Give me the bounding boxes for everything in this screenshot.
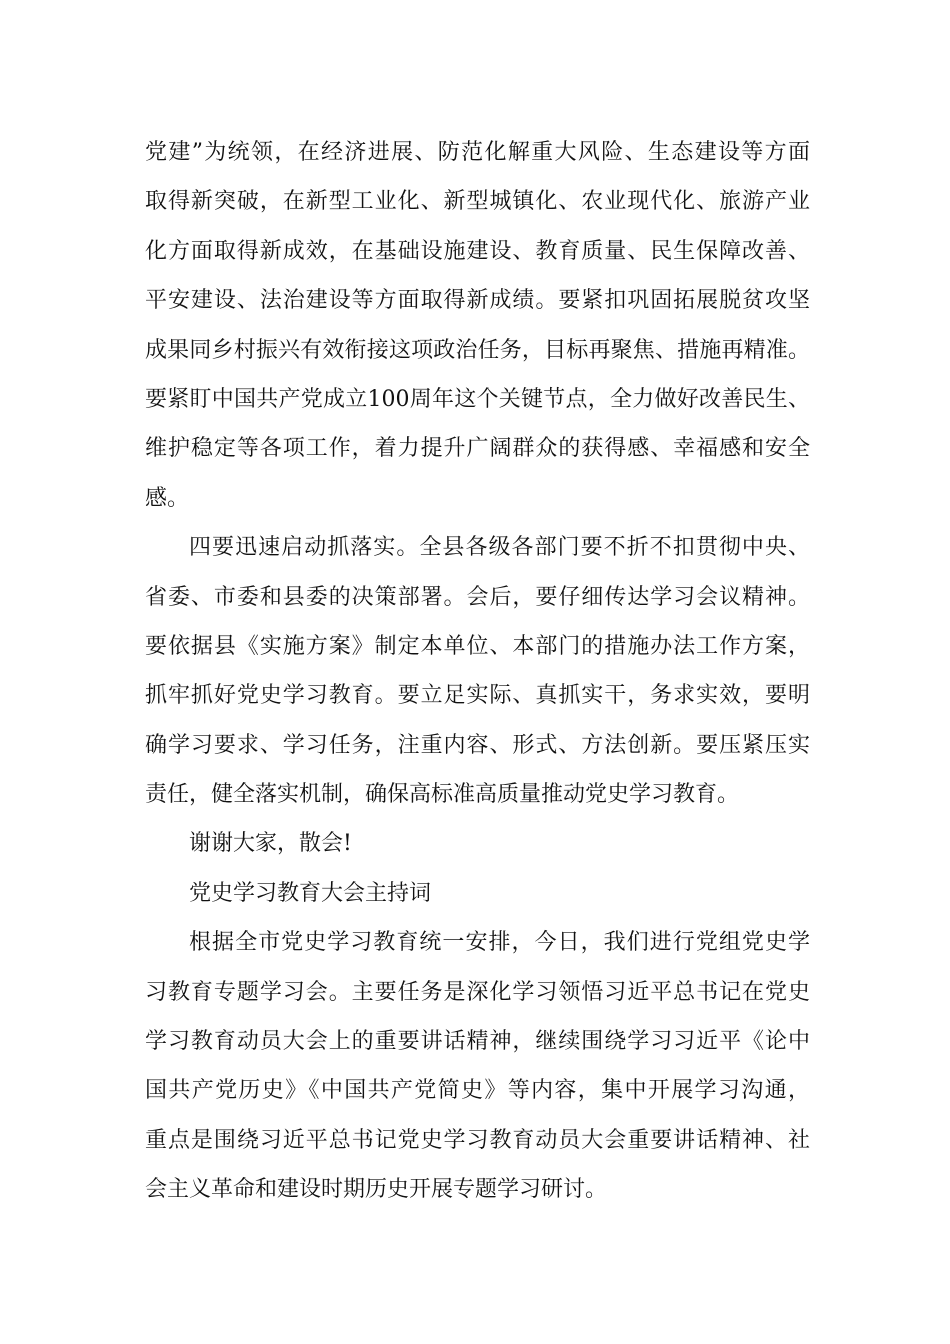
text-line: 国共产党历史》《中国共产党简史》等内容，集中开展学习沟通，: [145, 1078, 810, 1104]
text-line: 习教育专题学习会。主要任务是深化学习领悟习近平总书记在党史: [145, 979, 810, 1005]
text-line: 重点是围绕习近平总书记党史学习教育动员大会重要讲话精神、社: [145, 1127, 810, 1153]
closing-line: 谢谢大家，散会!: [189, 831, 352, 857]
text-line: 成果同乡村振兴有效衔接这项政治任务，目标再聚焦、措施再精准。: [145, 337, 810, 363]
text-line: 平安建设、法治建设等方面取得新成绩。要紧扣巩固拓展脱贫攻坚: [145, 288, 810, 314]
text-line: 会主义革命和建设时期历史开展专题学习研讨。: [145, 1177, 608, 1203]
text-line: 省委、市委和县委的决策部署。会后，要仔细传达学习会议精神。: [145, 584, 810, 610]
text-line: 根据全市党史学习教育统一安排，今日，我们进行党组党史学: [189, 930, 810, 956]
text-line: 感。: [145, 485, 190, 511]
text-line: 抓牢抓好党史学习教育。要立足实际、真抓实干，务求实效，要明: [145, 683, 810, 709]
document-body: [145, 128, 810, 1215]
text-line: 化方面取得新成效，在基础设施建设、教育质量、民生保障改善、: [145, 238, 810, 264]
text-line: 维护稳定等各项工作，着力提升广阔群众的获得感、幸福感和安全: [145, 436, 810, 462]
text-line: 党建”为统领，在经济进展、防范化解重大风险、生态建设等方面: [145, 140, 810, 165]
section-heading: 党史学习教育大会主持词: [189, 880, 432, 906]
text-line: 取得新突破，在新型工业化、新型城镇化、农业现代化、旅游产业: [145, 189, 810, 215]
text-line: 学习教育动员大会上的重要讲话精神，继续围绕学习习近平《论中: [145, 1029, 810, 1055]
text-line: 要紧盯中国共产党成立100周年这个关键节点，全力做好改善民生、: [145, 386, 810, 412]
text-line: 确学习要求、学习任务，注重内容、形式、方法创新。要压紧压实: [145, 732, 810, 758]
text-line: 责任，健全落实机制，确保高标准高质量推动党史学习教育。: [145, 782, 740, 808]
text-line: 四要迅速启动抓落实。全县各级各部门要不折不扣贯彻中央、: [189, 535, 810, 561]
text-line: 要依据县《实施方案》制定本单位、本部门的措施办法工作方案，: [145, 633, 810, 659]
